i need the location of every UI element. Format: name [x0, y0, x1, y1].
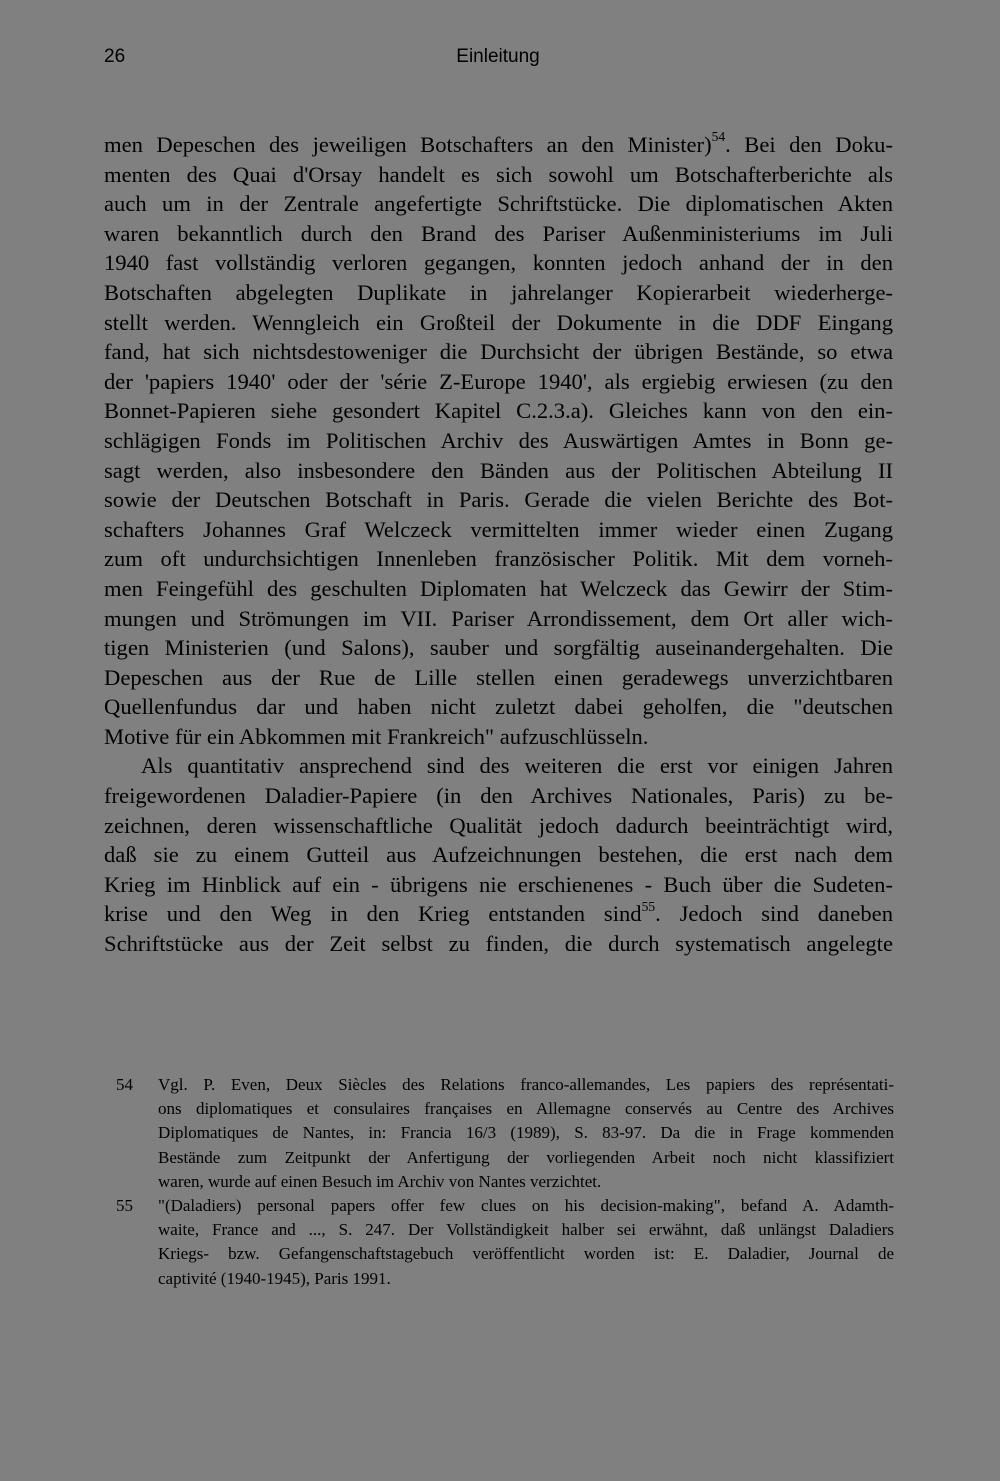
body-line-text: men Feingefühl des geschulten Diplomaten hat Welczeck das Gewirr der Stim-: [104, 575, 893, 601]
body-line: [104, 160, 893, 190]
footnote-line: Bestände zum Zeitpunkt der Anfertigung der vorliegenden Arbeit noch nicht klassifiziert: [158, 1147, 894, 1167]
footnote-line: waren, wurde auf einen Besuch im Archiv von Nantes verzichtet.: [158, 1171, 602, 1191]
body-line: [104, 633, 893, 663]
body-line-text: zum oft undurchsichtigen Innenleben französischer Politik. Mit dem vorneh-: [104, 546, 893, 572]
body-line-text: . Bei den Doku-: [725, 132, 893, 157]
body-line: [104, 308, 893, 338]
footnote: [116, 1194, 894, 1291]
body-line: [104, 485, 893, 515]
body-line-text: Schriftstücke aus der Zeit selbst zu finden, die durch systematisch angelegte: [104, 931, 893, 957]
body-line: [104, 426, 893, 456]
body-line: [104, 722, 893, 752]
footnote-number: 54: [116, 1075, 133, 1094]
body-line: [104, 899, 893, 929]
body-line: [104, 929, 893, 959]
footnote-line: captivité (1940-1945), Paris 1991.: [158, 1268, 391, 1288]
body-line-text: sowie der Deutschen Botschaft in Paris. Gerade die vielen Berichte des Bot-: [104, 487, 893, 513]
page-number: 26: [104, 46, 126, 67]
body-line: [104, 870, 893, 900]
body-line: [104, 219, 893, 249]
body-line-text: Quellenfundus dar und haben nicht zuletzt dabei geholfen, die "deutschen: [104, 694, 893, 720]
body-line: [104, 751, 893, 781]
body-line-text: schlägigen Fonds im Politischen Archiv des Auswärtigen Amtes in Bonn ge-: [104, 427, 893, 453]
page-header: [104, 46, 892, 74]
body-line-text: krise und den Weg in den Krieg entstanden sind: [104, 901, 642, 927]
body-line: [104, 337, 893, 367]
footnote-line: Diplomatiques de Nantes, in: Francia 16/3 (1989), S. 83-97. Da die in Frage kommenden: [158, 1123, 894, 1143]
body-line-text: Motive für ein Abkommen mit Frankreich" aufzuschlüsseln.: [104, 723, 649, 749]
running-head: Einleitung: [456, 46, 540, 67]
body-line: [104, 248, 893, 278]
body-line-text: Depeschen aus der Rue de Lille stellen einen geradewegs unverzichtbaren: [104, 664, 893, 690]
body-line: [104, 515, 893, 545]
body-line-text: menten des Quai d'Orsay handelt es sich sowohl um Botschafterberichte als: [104, 161, 893, 187]
body-line-text: Botschaften abgelegten Duplikate in jahrelanger Kopierarbeit wiederherge-: [104, 279, 893, 305]
body-line-text: auch um in der Zentrale angefertigte Schriftstücke. Die diplomatischen Akten: [104, 191, 893, 217]
body-line: [104, 367, 893, 397]
body-line: [104, 811, 893, 841]
body-line: [104, 130, 893, 160]
body-line: [104, 544, 893, 574]
footnote-line: Vgl. P. Even, Deux Siècles des Relations franco-allemandes, Les papiers des représentati-: [158, 1075, 894, 1094]
footnote-line: waite, France and ..., S. 247. Der Vollständigkeit halber sei erwähnt, daß unlängst Daladiers: [158, 1220, 894, 1240]
body-line: [104, 278, 893, 308]
footnote-line: ons diplomatiques et consulaires françaises en Allemagne conservés au Centre des Archives: [158, 1099, 894, 1119]
body-line-text: daß sie zu einem Gutteil aus Aufzeichnungen bestehen, die erst nach dem: [104, 842, 893, 868]
body-line-text: stellt werden. Wenngleich ein Großteil der Dokumente in die DDF Eingang: [104, 309, 893, 335]
body-line: [104, 840, 893, 870]
footnote: [116, 1073, 894, 1194]
body-line-text: zeichnen, deren wissenschaftliche Qualität jedoch dadurch beeinträchtigt wird,: [104, 812, 893, 838]
body-line-text: mungen und Strömungen im VII. Pariser Arrondissement, dem Ort aller wich-: [104, 605, 893, 631]
body-line: [104, 574, 893, 604]
body-line-text: . Jedoch sind daneben: [655, 901, 893, 927]
body-line: [104, 396, 893, 426]
body-line-text: Krieg im Hinblick auf ein - übrigens nie erschienenes - Buch über die Sudeten-: [104, 871, 893, 897]
body-line: [104, 604, 893, 634]
body-line-text: Bonnet-Papieren siehe gesondert Kapitel C.2.3.a). Gleiches kann von den ein-: [104, 398, 893, 424]
body-line-text: Als quantitativ ansprechend sind des weiteren die erst vor einigen Jahren: [141, 753, 893, 779]
body-line-text: men Depeschen des jeweiligen Botschafters an den Minister): [104, 132, 712, 157]
body-line-text: waren bekanntlich durch den Brand des Pariser Außenministeriums im Juli: [104, 220, 893, 246]
footnote-reference[interactable]: 54: [711, 129, 726, 145]
footnote-line: Kriegs- bzw. Gefangenschaftstagebuch veröffentlicht worden ist: E. Daladier, Journal de: [158, 1244, 894, 1264]
body-text: [104, 130, 893, 959]
body-line: [104, 781, 893, 811]
body-line-text: freigewordenen Daladier-Papiere (in den Archives Nationales, Paris) zu be-: [104, 783, 893, 809]
footnote-line: "(Daladiers) personal papers offer few clues on his decision-making", befand A. Adamth-: [158, 1195, 894, 1215]
body-line-text: fand, hat sich nichtsdestoweniger die Durchsicht der übrigen Bestände, so etwa: [104, 339, 893, 365]
body-line: [104, 189, 893, 219]
body-line: [104, 456, 893, 486]
body-line-text: der 'papiers 1940' oder der 'série Z-Europe 1940', als ergiebig erwiesen (zu den: [104, 368, 893, 394]
body-line-text: sagt werden, also insbesondere den Bänden aus der Politischen Abteilung II: [104, 457, 893, 483]
body-line-text: tigen Ministerien (und Salons), sauber und sorgfältig auseinandergehalten. Die: [104, 635, 893, 661]
body-line: [104, 663, 893, 693]
footnote-number: 55: [116, 1195, 133, 1215]
footnote-reference[interactable]: 55: [641, 898, 656, 914]
body-line: [104, 692, 893, 722]
footnotes: [116, 1073, 894, 1291]
body-line-text: schafters Johannes Graf Welczeck vermittelten immer wieder einen Zugang: [104, 516, 893, 542]
body-line-text: 1940 fast vollständig verloren gegangen, konnten jedoch anhand der in den: [104, 250, 893, 276]
